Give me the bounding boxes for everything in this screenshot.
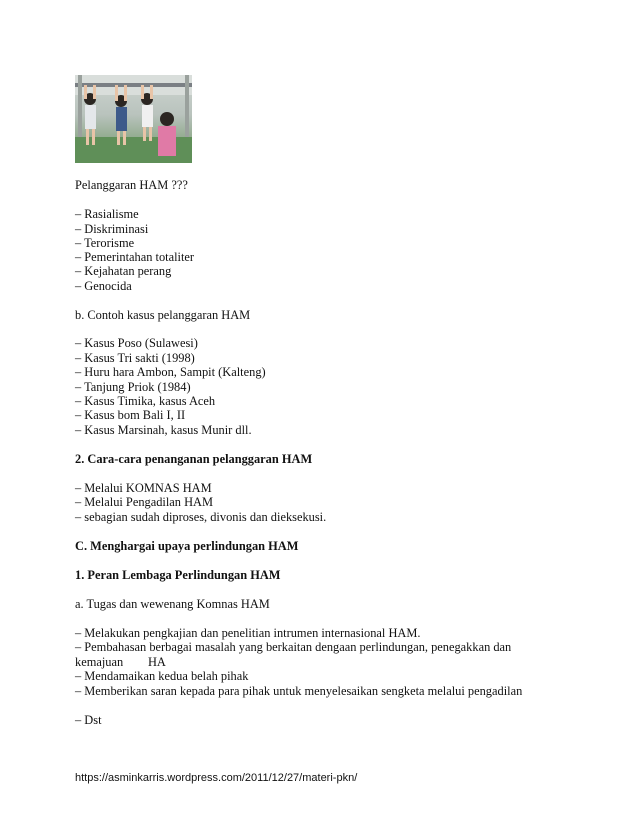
list-item: – Pemerintahan totaliter <box>75 250 195 264</box>
list-item: kemajuan HA <box>75 655 166 669</box>
list-item: – Kasus Poso (Sulawesi) <box>75 336 198 350</box>
list-item: – Memberikan saran kepada para pihak untuk menyelesaikan sengketa melalui pengadilan <box>75 684 523 698</box>
list-item: – Tanjung Priok (1984) <box>75 380 191 394</box>
source-url: https://asminkarris.wordpress.com/2011/12/27/materi-pkn/ <box>75 772 358 784</box>
list-item: – Kasus Marsinah, kasus Munir dll. <box>75 423 252 437</box>
list-item: – Pembahasan berbagai masalah yang berkaitan dengaan perlindungan, penegakkan dan <box>75 640 512 654</box>
list-item: – Kasus bom Bali I, II <box>75 408 186 422</box>
list-item: – Kasus Timika, kasus Aceh <box>75 394 216 408</box>
list-item: – Diskriminasi <box>75 222 149 236</box>
heading-tugas-komnas: a. Tugas dan wewenang Komnas HAM <box>75 597 270 611</box>
list-item: – Kasus Tri sakti (1998) <box>75 351 195 365</box>
list-item: – Terorisme <box>75 236 135 250</box>
list-item: – Melalui KOMNAS HAM <box>75 481 212 495</box>
heading-peran-lembaga: 1. Peran Lembaga Perlindungan HAM <box>75 568 281 582</box>
list-item: – Melalui Pengadilan HAM <box>75 495 213 509</box>
heading-contoh-kasus: b. Contoh kasus pelanggaran HAM <box>75 308 251 322</box>
list-item: – sebagian sudah diproses, divonis dan dieksekusi. <box>75 510 327 524</box>
list-item: – Huru hara Ambon, Sampit (Kalteng) <box>75 365 266 379</box>
list-item: – Melakukan pengkajian dan penelitian intrumen internasional HAM. <box>75 626 421 640</box>
heading-menghargai: C. Menghargai upaya perlindungan HAM <box>75 539 299 553</box>
list-item: – Kejahatan perang <box>75 264 172 278</box>
list-item: – Rasialisme <box>75 207 139 221</box>
children-illustration <box>75 75 192 163</box>
list-item-dst: – Dst <box>75 713 102 727</box>
list-item: – Mendamaikan kedua belah pihak <box>75 669 249 683</box>
list-item: – Genocida <box>75 279 132 293</box>
heading-pelanggaran: Pelanggaran HAM ??? <box>75 178 188 192</box>
children-photo <box>75 75 192 163</box>
heading-cara-penanganan: 2. Cara-cara penanganan pelanggaran HAM <box>75 452 313 466</box>
